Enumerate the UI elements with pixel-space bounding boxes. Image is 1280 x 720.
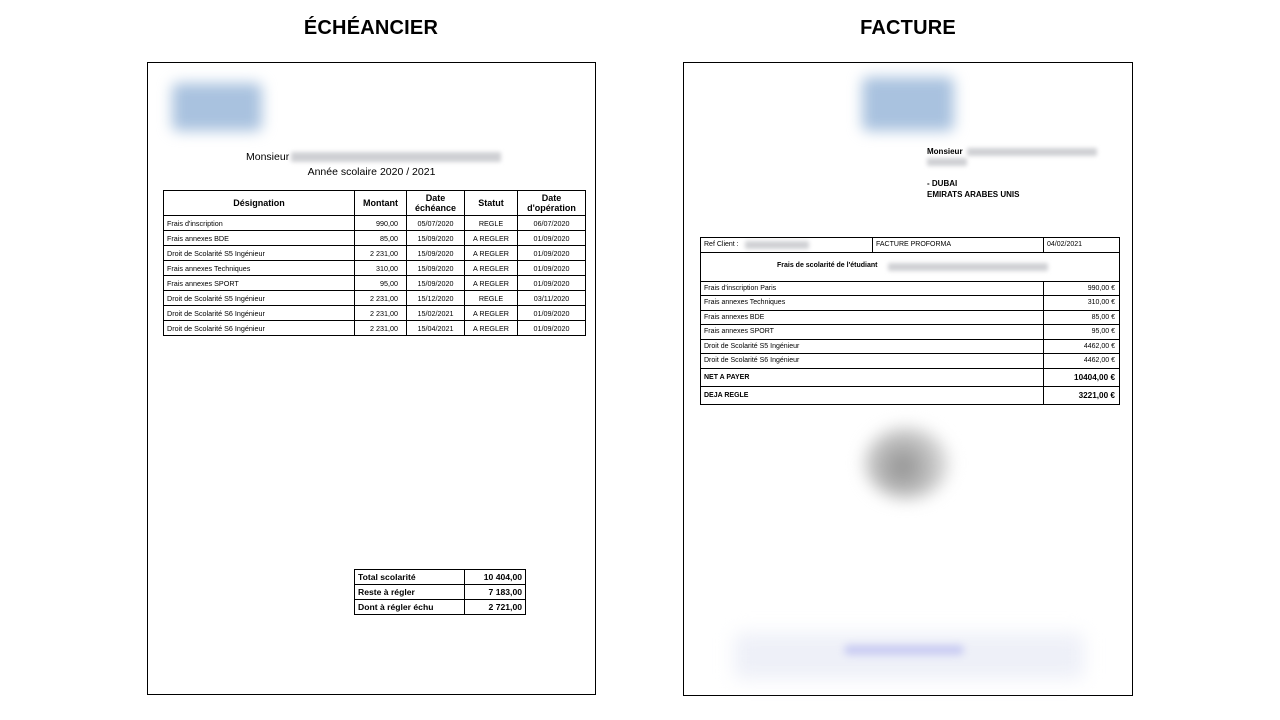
cell-statut: A REGLER [465, 321, 518, 336]
cell-date-echeance: 15/12/2020 [407, 291, 465, 306]
footer-link-blur [844, 645, 964, 655]
schedule-monsieur-label: Monsieur [246, 151, 290, 163]
cell-designation: Frais annexes SPORT [164, 276, 355, 291]
invoice-line-row [701, 325, 1120, 340]
line-amount: 990,00 € [1044, 281, 1120, 296]
cell-montant: 2 231,00 [355, 246, 407, 261]
line-label: Frais annexes SPORT [701, 325, 1044, 340]
col-date-operation: Date d'opération [518, 191, 586, 216]
doc-type: FACTURE PROFORMA [873, 238, 1044, 253]
invoice-heading: FACTURE [860, 17, 956, 39]
net-row [701, 368, 1120, 386]
schedule-totals-table [354, 569, 526, 615]
schedule-header-row [164, 191, 586, 216]
cell-date-echeance: 15/09/2020 [407, 261, 465, 276]
cell-date-operation: 01/09/2020 [518, 306, 586, 321]
cell-date-echeance: 15/09/2020 [407, 231, 465, 246]
invoice-date: 04/02/2021 [1044, 238, 1120, 253]
cell-date-echeance: 15/09/2020 [407, 246, 465, 261]
cell-montant: 2 231,00 [355, 291, 407, 306]
cell-date-echeance: 15/02/2021 [407, 306, 465, 321]
schedule-table [163, 190, 586, 336]
cell-statut: A REGLER [465, 306, 518, 321]
school-logo-icon [172, 83, 262, 131]
redacted-name [291, 152, 501, 162]
total-value: 2 721,00 [465, 600, 526, 615]
total-value: 7 183,00 [465, 585, 526, 600]
totals-row [355, 570, 526, 585]
table-row [164, 231, 586, 246]
invoice-monsieur-label: Monsieur [927, 147, 963, 156]
invoice-country: EMIRATS ARABES UNIS [927, 190, 1020, 199]
invoice-line-row [701, 354, 1120, 369]
footer-blur [734, 633, 1084, 679]
totals-row [355, 585, 526, 600]
cell-montant: 2 231,00 [355, 306, 407, 321]
table-row [164, 276, 586, 291]
net-value: 10404,00 € [1044, 368, 1120, 386]
ref-client-cell [701, 238, 873, 253]
col-statut: Statut [465, 191, 518, 216]
totals-row [355, 600, 526, 615]
paid-label: DEJA REGLE [701, 386, 1044, 404]
cell-statut: A REGLER [465, 276, 518, 291]
cell-date-operation: 03/11/2020 [518, 291, 586, 306]
col-date-echeance: Date échéance [407, 191, 465, 216]
total-value: 10 404,00 [465, 570, 526, 585]
invoice-line-row [701, 310, 1120, 325]
cell-designation: Droit de Scolarité S5 Ingénieur [164, 246, 355, 261]
cell-designation: Droit de Scolarité S6 Ingénieur [164, 306, 355, 321]
net-label: NET A PAYER [701, 368, 1044, 386]
table-row [164, 306, 586, 321]
cell-statut: A REGLER [465, 231, 518, 246]
ref-client-label: Ref Client : [704, 241, 739, 249]
redacted-student [888, 263, 1048, 271]
invoice-city: - DUBAI [927, 179, 958, 188]
cell-date-operation: 01/09/2020 [518, 276, 586, 291]
line-amount: 4462,00 € [1044, 339, 1120, 354]
col-montant: Montant [355, 191, 407, 216]
table-row [164, 321, 586, 336]
school-year: Année scolaire 2020 / 2021 [307, 166, 436, 178]
cell-date-operation: 06/07/2020 [518, 216, 586, 231]
line-label: Droit de Scolarité S6 Ingénieur [701, 354, 1044, 369]
table-row [164, 261, 586, 276]
line-amount: 85,00 € [1044, 310, 1120, 325]
redacted-name-line2 [927, 158, 967, 166]
line-amount: 310,00 € [1044, 296, 1120, 311]
school-logo-icon [862, 77, 954, 131]
schedule-heading: ÉCHÉANCIER [303, 17, 439, 39]
redacted-name [967, 148, 1097, 156]
line-label: Frais annexes Techniques [701, 296, 1044, 311]
cell-statut: A REGLER [465, 246, 518, 261]
line-amount: 95,00 € [1044, 325, 1120, 340]
line-amount: 4462,00 € [1044, 354, 1120, 369]
invoice-ref-row [701, 238, 1120, 253]
cell-date-echeance: 15/04/2021 [407, 321, 465, 336]
cell-montant: 85,00 [355, 231, 407, 246]
total-label: Dont à régler échu [355, 600, 465, 615]
section-title: Frais de scolarité de l'étudiant [777, 261, 878, 269]
cell-designation: Frais annexes BDE [164, 231, 355, 246]
col-designation: Désignation [164, 191, 355, 216]
cell-date-echeance: 05/07/2020 [407, 216, 465, 231]
cell-designation: Frais annexes Techniques [164, 261, 355, 276]
cell-date-operation: 01/09/2020 [518, 231, 586, 246]
stamp-icon [864, 427, 950, 499]
total-label: Total scolarité [355, 570, 465, 585]
cell-statut: A REGLER [465, 261, 518, 276]
cell-date-operation: 01/09/2020 [518, 246, 586, 261]
invoice-line-row [701, 281, 1120, 296]
section-cell [701, 252, 1120, 281]
cell-statut: REGLE [465, 216, 518, 231]
schedule-document [147, 62, 596, 695]
invoice-table [700, 237, 1120, 405]
cell-designation: Droit de Scolarité S6 Ingénieur [164, 321, 355, 336]
invoice-line-row [701, 339, 1120, 354]
cell-montant: 2 231,00 [355, 321, 407, 336]
cell-statut: REGLE [465, 291, 518, 306]
cell-designation: Droit de Scolarité S5 Ingénieur [164, 291, 355, 306]
cell-date-operation: 01/09/2020 [518, 321, 586, 336]
cell-montant: 95,00 [355, 276, 407, 291]
invoice-line-row [701, 296, 1120, 311]
line-label: Droit de Scolarité S5 Ingénieur [701, 339, 1044, 354]
table-row [164, 246, 586, 261]
table-row [164, 216, 586, 231]
cell-date-operation: 01/09/2020 [518, 261, 586, 276]
cell-montant: 310,00 [355, 261, 407, 276]
cell-montant: 990,00 [355, 216, 407, 231]
invoice-document [683, 62, 1133, 696]
paid-row [701, 386, 1120, 404]
cell-date-echeance: 15/09/2020 [407, 276, 465, 291]
invoice-section-row [701, 252, 1120, 281]
cell-designation: Frais d'inscription [164, 216, 355, 231]
line-label: Frais d'inscription Paris [701, 281, 1044, 296]
redacted-ref [745, 241, 809, 249]
line-label: Frais annexes BDE [701, 310, 1044, 325]
table-row [164, 291, 586, 306]
total-label: Reste à régler [355, 585, 465, 600]
paid-value: 3221,00 € [1044, 386, 1120, 404]
